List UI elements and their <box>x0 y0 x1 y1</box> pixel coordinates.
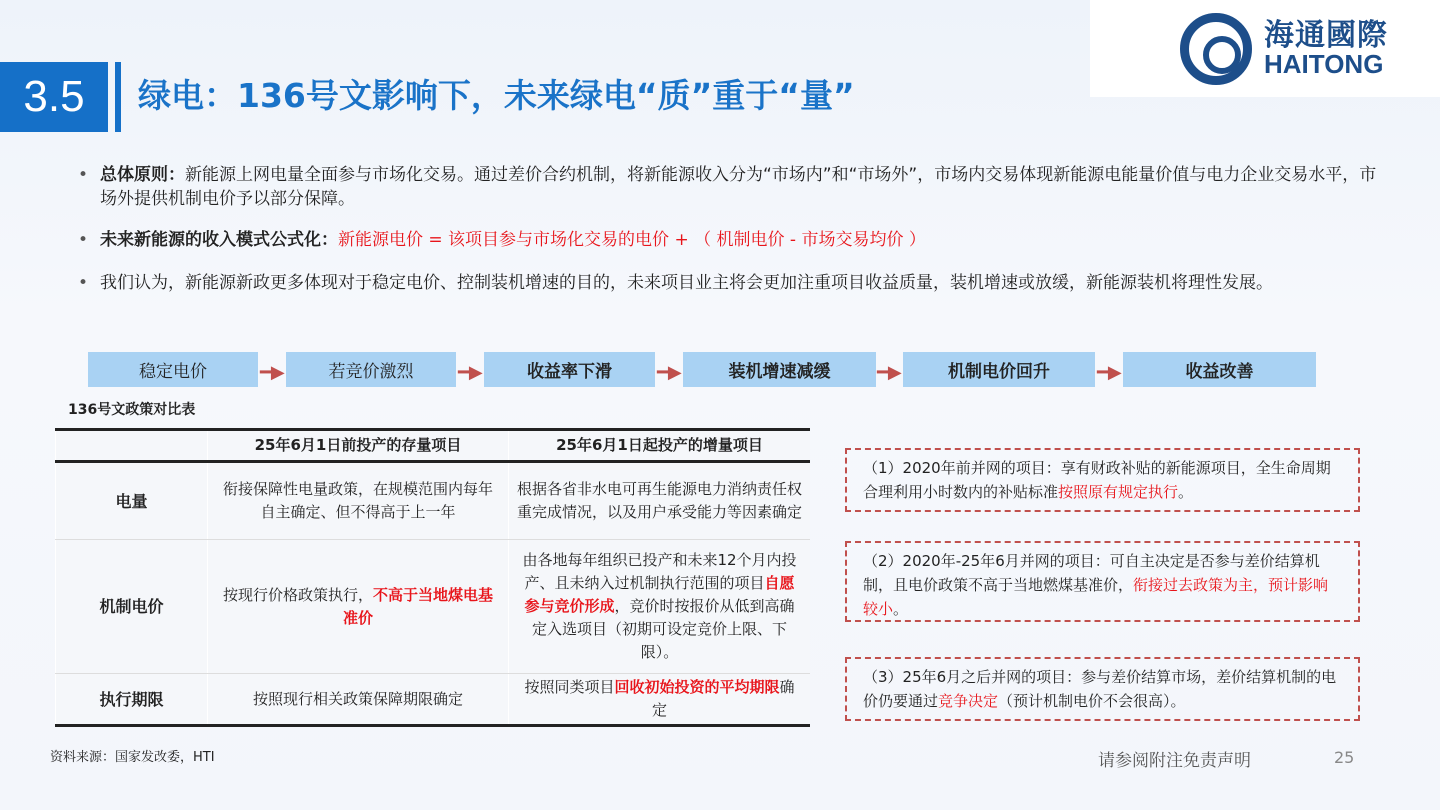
table-header: 25年6月1日前投产的存量项目 <box>208 430 509 462</box>
cell-text: ，竞价时按报价从低到高确定入选项目（初期可设定竞价上限、下限）。 <box>531 597 795 661</box>
flow-step: 机制电价回升 <box>903 352 1095 387</box>
arrow-right-icon: ━▶ <box>1097 362 1122 383</box>
logo-mark-icon <box>1180 13 1252 85</box>
cell-text: 由各地每年组织已投产和未来12个月内投产、且未纳入过机制执行范围的项目 <box>522 551 797 592</box>
arrow-right-icon: ━▶ <box>657 362 682 383</box>
flow-step: 装机增速减缓 <box>683 352 876 387</box>
arrow-right-icon: ━▶ <box>458 362 483 383</box>
note-highlight: 竞争决定 <box>938 692 999 710</box>
cell-text: 按照同类项目 <box>524 678 615 696</box>
note-box <box>845 541 1360 622</box>
bullet-view <box>78 271 1378 295</box>
flow-step: 若竞价激烈 <box>286 352 456 387</box>
cell <box>509 540 811 674</box>
note-highlight: 衔接过去政策为主，预计影响较小 <box>863 576 1329 618</box>
note-text: （预计机制电价不会很高）。 <box>998 692 1186 710</box>
flow-step: 稳定电价 <box>88 352 258 387</box>
row-label: 电量 <box>56 462 208 540</box>
title-divider <box>115 62 121 132</box>
row-label: 执行期限 <box>56 674 208 726</box>
note-text: （1）2020年前并网的项目：享有财政补贴的新能源项目，全生命周期合理利用小时数内的补贴标准 <box>863 459 1331 501</box>
table-row <box>56 462 811 540</box>
cell <box>208 540 509 674</box>
flow-step: 收益改善 <box>1123 352 1316 387</box>
page-number: 25 <box>1334 748 1355 767</box>
table-caption: 136号文政策对比表 <box>68 402 196 418</box>
cell-highlight: 不高于当地煤电基准价 <box>342 585 494 627</box>
note-text: 。 <box>893 600 909 618</box>
arrow-right-icon: ━▶ <box>260 362 285 383</box>
note-text: （2）2020年-25年6月并网的项目：可自主决定是否参与差价结算机制，且电价政策不高于当地燃煤基准价， <box>863 552 1320 594</box>
bullet-principle <box>78 163 1378 211</box>
flow-step: 收益率下滑 <box>484 352 655 387</box>
note-box <box>845 448 1360 512</box>
table-row <box>56 540 811 674</box>
section-number: 3.5 <box>0 62 108 132</box>
bullet-bold: 未来新能源的收入模式公式化： <box>100 230 338 250</box>
bullet-text: 我们认为，新能源新政更多体现对于稳定电价、控制装机增速的目的，未来项目业主将会更加注重项目收益质量，装机增速或放缓，新能源装机将理性发展。 <box>100 273 1273 293</box>
cell-highlight: 自愿参与竞价形成 <box>524 574 795 615</box>
table-header: 25年6月1日起投产的增量项目 <box>509 430 811 462</box>
disclaimer-link[interactable]: 请参阅附注免责声明 <box>1098 751 1251 771</box>
bullet-text: 新能源上网电量全面参与市场化交易。通过差价合约机制，将新能源收入分为“市场内”和“市场外”，市场内交易体现新能源电能量价值与电力企业交易水平，市场外提供机制电价予以部分保障。 <box>100 165 1377 209</box>
cell: 按照现行相关政策保障期限确定 <box>208 674 509 726</box>
note-text: （3）25年6月之后并网的项目：参与差价结算市场，差价结算机制的电价仍要通过 <box>863 668 1337 710</box>
formula-text: 新能源电价 = 该项目参与市场化交易的电价 + （ 机制电价 - 市场交易均价 ） <box>338 230 926 250</box>
note-text: 。 <box>1178 483 1194 501</box>
page-title: 绿电：136号文影响下，未来绿电“质”重于“量” <box>138 76 855 115</box>
cell-text: 确定 <box>651 678 795 719</box>
policy-comparison-table <box>55 428 810 727</box>
cell: 根据各省非水电可再生能源电力消纳责任权重完成情况，以及用户承受能力等因素确定 <box>509 462 811 540</box>
cell-highlight: 回收初始投资的平均期限 <box>614 678 780 696</box>
note-box <box>845 657 1360 721</box>
haitong-logo <box>1090 0 1440 97</box>
cell: 衔接保障性电量政策，在规模范围内每年自主确定、但不得高于上一年 <box>208 462 509 540</box>
arrow-right-icon: ━▶ <box>877 362 902 383</box>
source-note: 资料来源：国家发改委，HTI <box>50 750 215 765</box>
cell-text: 按现行价格政策执行， <box>222 585 373 604</box>
cell <box>509 674 811 726</box>
logo-en: HAITONG <box>1264 48 1384 79</box>
row-label: 机制电价 <box>56 540 208 674</box>
table-row <box>56 674 811 726</box>
bullet-bold: 总体原则： <box>100 165 185 185</box>
table-header <box>56 430 208 462</box>
bullet-formula <box>78 228 1378 252</box>
note-highlight: 按照原有规定执行 <box>1058 483 1179 501</box>
logo-cn: 海通國際 <box>1264 17 1388 53</box>
